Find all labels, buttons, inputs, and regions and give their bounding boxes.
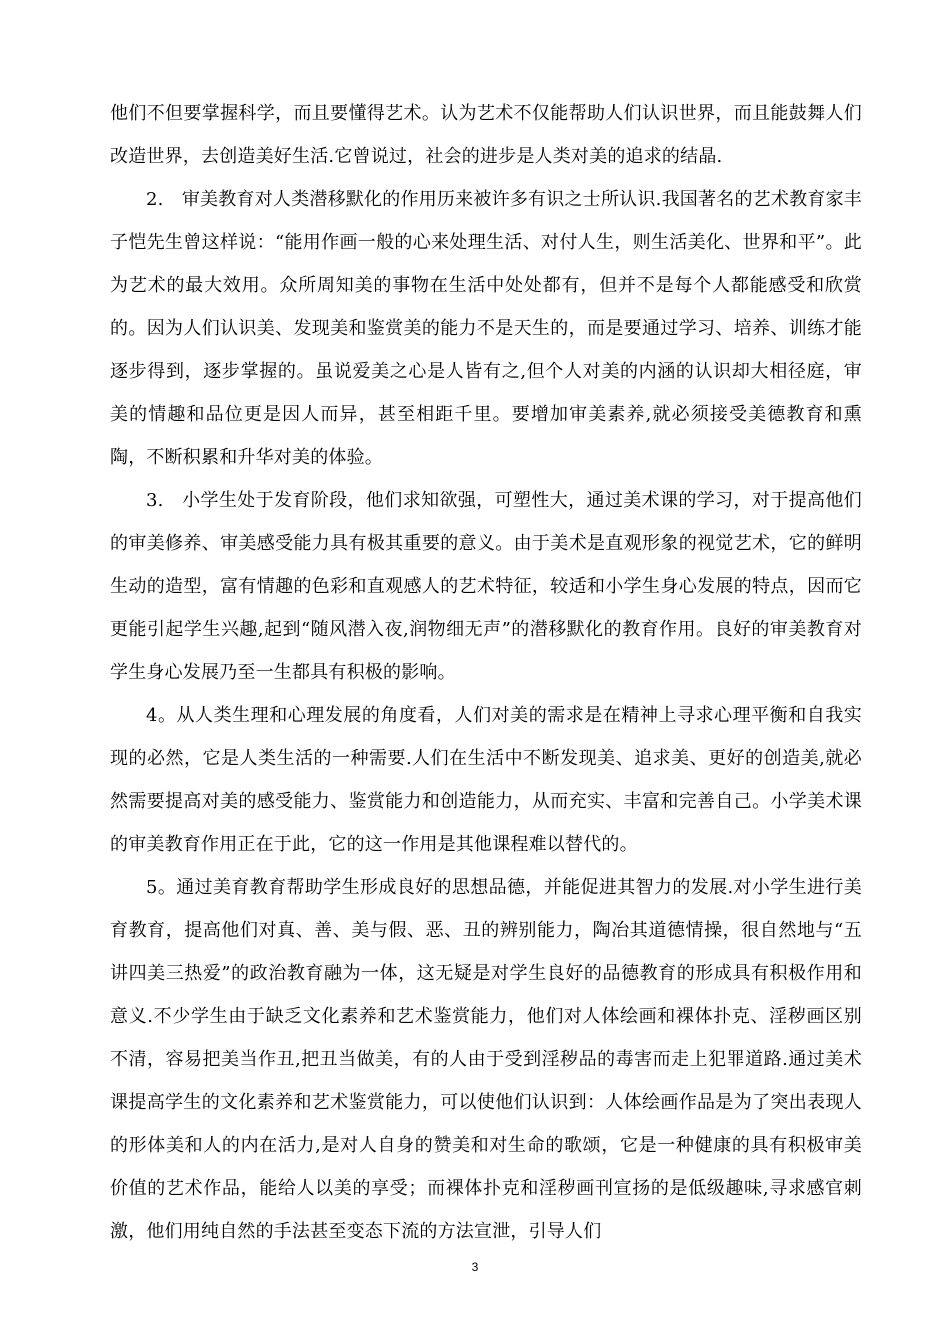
page-number: 3	[471, 1260, 479, 1274]
paragraph-5: 5。通过美育教育帮助学生形成良好的思想品德，并能促进其智力的发展.对小学生进行美育教育，提高他们对真、善、美与假、恶、丑的辨别能力，陶冶其道德情操，很自然地与“五讲四美三热爱”的政治教育融为一体，这无疑是对学生良好的品德教育的形成具有积极作用和意义.不少学生由于缺乏文化素养和艺术鉴赏能力，他们对人体绘画和裸体扑克、淫秽画区别不清，容易把美当作丑,把丑当做美，有的人由于受到淫秽品的毒害而走上犯罪道路.通过美术课提高学生的文化素养和艺术鉴赏能力，可以使他们认识到：人体绘画作品是为了突出表现人的形体美和人的内在活力,是对人自身的赞美和对生命的歌颂，它是一种健康的具有积极审美价值的艺术作品，能给人以美的享受；而裸体扑克和淫秽画刊宣扬的是低级趣味,寻求感官刺激，他们用纯自然的手法甚至变态下流的方法宣泄，引导人们	[110, 877, 862, 1242]
paragraph-2: 2. 审美教育对人类潜移默化的作用历来被许多有识之士所认识.我国著名的艺术教育家丰子恺先生曾这样说：“能用作画一般的心来处理生活、对付人生，则生活美化、世界和平”。此为艺术的最大效用。众所周知美的事物在生活中处处都有，但并不是每个人都能感受和欣赏的。因为人们认识美、发现美和鉴赏美的能力不是天生的，而是要通过学习、培养、训练才能逐步得到，逐步掌握的。虽说爱美之心是人皆有之,但个人对美的内涵的认识却大相径庭，审美的情趣和品位更是因人而异，甚至相距千里。要增加审美素养,就必须接受美德教育和熏陶，不断积累和升华对美的体验。	[110, 189, 862, 468]
paragraph-3: 3. 小学生处于发育阶段，他们求知欲强，可塑性大，通过美术课的学习，对于提高他们的审美修养、审美感受能力具有极其重要的意义。由于美术是直观形象的视觉艺术，它的鲜明生动的造型，富有情趣的色彩和直观感人的艺术特征，较适和小学生身心发展的特点，因而它更能引起学生兴趣,起到“随风潜入夜,润物细无声”的潜移默化的教育作用。良好的审美教育对学生身心发展乃至一生都具有积极的影响。	[110, 490, 862, 683]
document-body	[110, 92, 862, 1253]
paragraph-4: 4。从人类生理和心理发展的角度看，人们对美的需求是在精神上寻求心理平衡和自我实现的必然，它是人类生活的一种需要.人们在生活中不断发现美、追求美、更好的创造美,就必然需要提高对美的感受能力、鉴赏能力和创造能力，从而充实、丰富和完善自己。小学美术课的审美教育作用正在于此，它的这一作用是其他课程难以替代的。	[110, 705, 862, 855]
paragraph-continuation: 他们不但要掌握科学，而且要懂得艺术。认为艺术不仅能帮助人们认识世界，而且能鼓舞人们改造世界，去创造美好生活.它曾说过，社会的进步是人类对美的追求的结晶.	[110, 103, 862, 167]
